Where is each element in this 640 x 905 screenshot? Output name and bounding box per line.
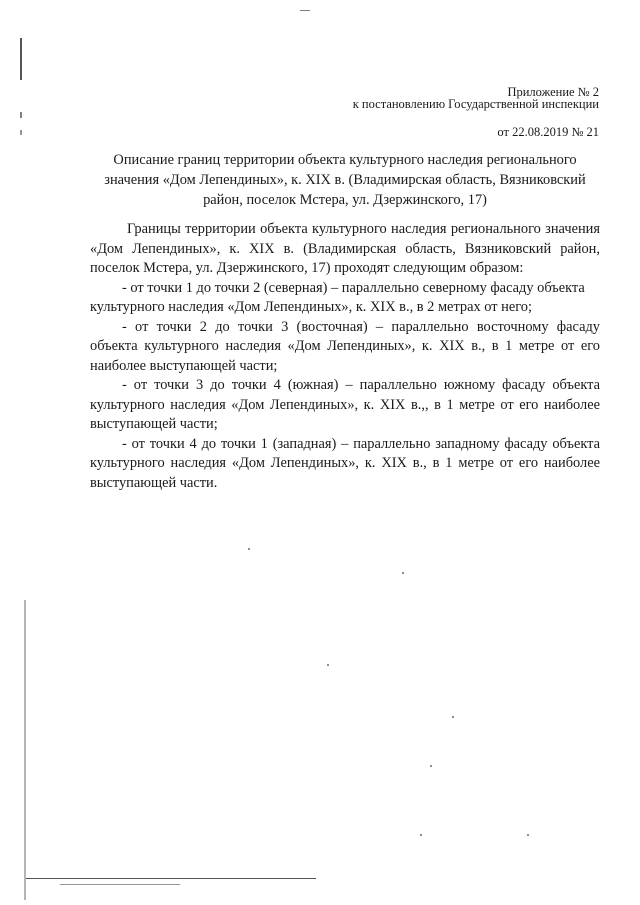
paragraph-line: выступающей части; xyxy=(90,416,218,432)
scan-artifact xyxy=(24,600,26,900)
scan-artifact xyxy=(420,834,422,836)
scan-artifact xyxy=(20,38,22,80)
paragraph-line: - от точки 1 до точки 2 (северная) – параллельно северному фасаду объекта xyxy=(122,279,585,296)
paragraph-line: - от точки 3 до точки 4 (южная) – параллельно южному фасаду объекта xyxy=(122,377,600,393)
scan-artifact xyxy=(430,765,432,767)
scan-artifact xyxy=(26,878,316,879)
document-title-line: Описание границ территории объекта культурного наследия регионального xyxy=(113,152,577,168)
scan-artifact xyxy=(248,548,250,550)
paragraph-line: наиболее выступающей части; xyxy=(90,357,278,374)
scan-artifact xyxy=(300,10,310,11)
paragraph-line: культурного наследия «Дом Лепендиных», к. XIX в., в 2 метрах от него; xyxy=(90,299,533,315)
paragraph-line: поселок Мстера, ул. Дзержинского, 17) проходят следующим образом: xyxy=(90,260,524,276)
appendix-subtitle: к постановлению Государственной инспекции xyxy=(352,97,599,111)
document-body xyxy=(90,220,600,493)
paragraph-line: Границы территории объекта культурного наследия регионального значения xyxy=(127,221,600,237)
paragraph-line: - от точки 2 до точки 3 (восточная) – параллельно восточному фасаду xyxy=(122,318,600,335)
scan-artifact xyxy=(60,884,180,885)
scan-artifact xyxy=(20,112,22,118)
paragraph-line: объекта культурного наследия «Дом Лепендиных», к. XIX в., в 1 метре от его xyxy=(90,338,600,354)
scan-artifact xyxy=(452,716,454,718)
paragraph-line: «Дом Лепендиных», к. XIX в. (Владимирская область, Вязниковский район, xyxy=(90,240,600,257)
scan-artifact xyxy=(527,834,529,836)
scan-artifact xyxy=(402,572,404,574)
document-title xyxy=(90,150,600,210)
scan-artifact xyxy=(20,130,22,135)
paragraph-line: культурного наследия «Дом Лепендиных», к. XIX в., в 1 метре от его наиболее xyxy=(90,455,600,471)
appendix-date: от 22.08.2019 № 21 xyxy=(497,125,599,139)
paragraph-line: выступающей части. xyxy=(90,474,218,491)
scan-artifact xyxy=(327,664,329,666)
paragraph-line: культурного наследия «Дом Лепендиных», к. XIX в.,, в 1 метре от его наиболее xyxy=(90,396,600,413)
appendix-title: Приложение № 2 xyxy=(507,85,599,99)
paragraph-line: - от точки 4 до точки 1 (западная) – параллельно западному фасаду объекта xyxy=(122,435,600,452)
document-title-line: район, поселок Мстера, ул. Дзержинского, 17) xyxy=(203,192,487,208)
document-title-line: значения «Дом Лепендиных», к. XIX в. (Владимирская область, Вязниковский xyxy=(104,172,586,188)
